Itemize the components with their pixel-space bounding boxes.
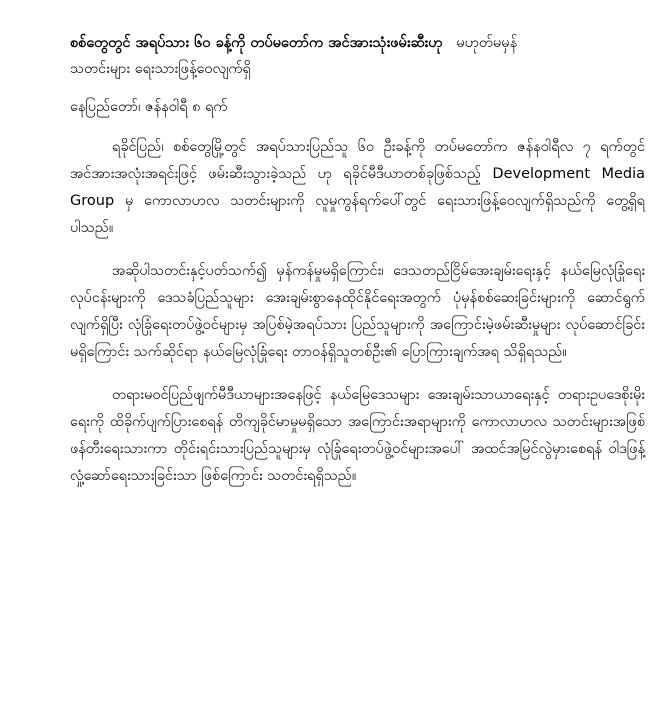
news-document xyxy=(70,30,645,506)
subtitle: သတင်းများ ရေးသားဖြန့်ဝေလျက်ရှိ xyxy=(70,61,251,77)
headline-tag: မဟုတ်မမှန် xyxy=(456,35,518,51)
headline-block xyxy=(70,30,645,56)
headline: စစ်တွေတွင် အရပ်သား ၆၀ ခန့်ကို တပ်မတော်က အင်အားသုံးဖမ်းဆီးဟု xyxy=(70,35,443,51)
paragraph: တရားမဝင်ပြည်ဖျက်မီဒီယာများအနေဖြင့် နယ်မြေဒေသများ အေးချမ်းသာယာရေးနှင့် တရားဥပဒေစိုးမိုးရေးကို ထိခိုက်ပျက်ပြားစေရန် တိကျခိုင်မာမှုမရှိသော အကြောင်းအရာများကို ကောလာဟလ သတင်းများအဖြစ်ဖန်တီးရေးသားကာ တိုင်းရင်းသားပြည်သူများမှ လုံခြုံရေးတပ်ဖွဲ့ဝင်များအပေါ် အထင်အမြင်လွဲမှားစေရန် ဝါဒဖြန့်လှုံ့ဆော်ရေးသားခြင်းသာ ဖြစ်ကြောင်း သတင်းရရှိသည်။ xyxy=(70,387,645,484)
paragraph: ရခိုင်ပြည်၊ စစ်တွေမြို့တွင် အရပ်သားပြည်သူ ၆၀ ဦးခန့်ကို တပ်မတော်က ဇန်နဝါရီလ ၇ ရက်တွင် အင်အားအလုံးအရင်းဖြင့် ဖမ်းဆီးသွားခဲ့သည် ဟု ရခိုင်မီဒီယာတစ်ခုဖြစ်သည့် Development Media Group မှ ကောလာဟလ သတင်းများကို လူမှုကွန်ရက်ပေါ်တွင် ရေးသားဖြန့်ဝေလျက်ရှိသည်ကို တွေ့ရှိရပါသည်။ xyxy=(70,139,645,236)
dateline: နေပြည်တော်၊ ဇန်နဝါရီ ၈ ရက် xyxy=(70,99,228,115)
paragraph: အဆိုပါသတင်းနှင့်ပတ်သက်၍ မှန်ကန်မှုမရှိကြောင်း၊ ဒေသတည်ငြိမ်အေးချမ်းရေးနှင့် နယ်မြေလုံခြုံရေးလုပ်ငန်းများကို ဒေသခံပြည်သူများ အေးချမ်းစွာနေထိုင်နိုင်ရေးအတွက် ပုံမှန်စစ်ဆေးခြင်းများကို ဆောင်ရွက်လျက်ရှိပြီး လုံခြုံရေးတပ်ဖွဲ့ဝင်များမှ အပြစ်မဲ့အရပ်သား ပြည်သူများကို အကြောင်းမဲ့ဖမ်းဆီးမှုများ လုပ်ဆောင်ခြင်းမရှိကြောင်း သက်ဆိုင်ရာ နယ်မြေလုံခြုံရေး တာဝန်ရှိသူတစ်ဦး၏ ပြောကြားချက်အရ သိရှိရသည်။ xyxy=(70,263,645,360)
